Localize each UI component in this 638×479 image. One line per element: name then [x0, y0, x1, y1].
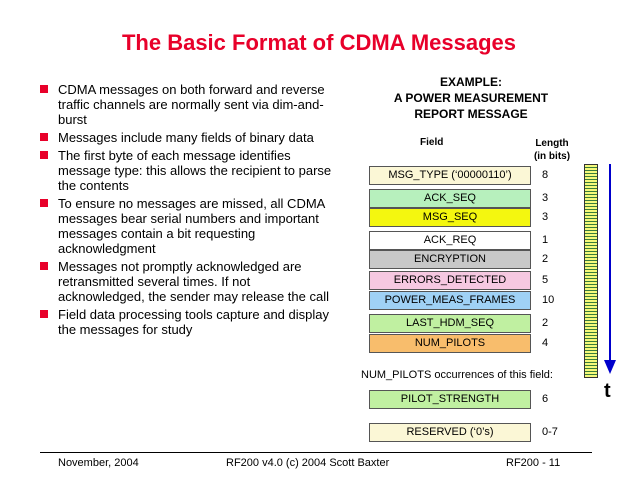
slide-title: The Basic Format of CDMA Messages — [121, 30, 517, 55]
time-label: t — [604, 380, 611, 402]
bullet-square-icon — [40, 262, 48, 270]
field-box: ENCRYPTION — [369, 250, 531, 269]
bullet-text: Messages not promptly acknowledged are retransmitted several times. If not acknowledged, the sender may release the call — [58, 259, 329, 304]
footer-page-number: RF200 - 11 — [506, 457, 561, 469]
arrow-head — [604, 360, 616, 374]
field-box: ACK_REQ — [369, 231, 531, 250]
bullet-text: CDMA messages on both forward and reverse traffic channels are normally sent via dim-and-burst — [58, 82, 325, 127]
field-box: LAST_HDM_SEQ — [369, 314, 531, 333]
bullet-square-icon — [40, 151, 48, 159]
field-box: POWER_MEAS_FRAMES — [369, 291, 531, 310]
bullet-item — [40, 259, 340, 304]
bullet-square-icon — [40, 85, 48, 93]
field-box: NUM_PILOTS — [369, 334, 531, 353]
field-column-header: Field — [420, 137, 444, 148]
field-length: 0-7 — [542, 426, 558, 438]
bullet-text: The first byte of each message identifies message type: this allows the recipient to parse the contents — [58, 148, 332, 193]
bit-stream-bar — [584, 164, 598, 378]
bullet-text: Field data processing tools capture and display the messages for study — [58, 307, 329, 337]
bullet-square-icon — [40, 199, 48, 207]
field-box: PILOT_STRENGTH — [369, 390, 531, 409]
field-box: MSG_SEQ — [369, 208, 531, 227]
field-length: 3 — [542, 192, 549, 204]
bullet-square-icon — [40, 133, 48, 141]
length-column-header — [526, 137, 578, 163]
field-length: 10 — [542, 294, 555, 306]
bullet-list — [40, 82, 340, 340]
bullet-item — [40, 130, 340, 145]
field-length: 4 — [542, 337, 549, 349]
footer-divider — [40, 452, 592, 453]
field-box: ERRORS_DETECTED — [369, 271, 531, 290]
length-header-line: (in bits) — [533, 151, 571, 162]
time-arrow-icon — [600, 160, 620, 380]
footer-copyright: RF200 v4.0 (c) 2004 Scott Baxter — [226, 457, 390, 469]
bullet-text: To ensure no messages are missed, all CDMA messages bear serial numbers and important messages contain a bit requesting acknowledgment — [58, 196, 325, 256]
field-length: 5 — [542, 274, 549, 286]
repeat-note: NUM_PILOTS occurrences of this field: — [361, 369, 553, 381]
field-box: MSG_TYPE (‘00000110’) — [369, 166, 531, 185]
field-length: 1 — [542, 234, 549, 246]
field-length: 3 — [542, 211, 549, 223]
example-heading-line: EXAMPLE: — [439, 75, 502, 89]
bullet-text: Messages include many fields of binary data — [58, 130, 314, 145]
field-length: 2 — [542, 317, 549, 329]
bullet-item — [40, 82, 340, 127]
example-heading — [368, 74, 574, 122]
bullet-item — [40, 196, 340, 256]
example-heading-line: A POWER MEASUREMENT — [393, 91, 549, 105]
field-box: ACK_SEQ — [369, 189, 531, 208]
field-box: RESERVED (‘0’s) — [369, 423, 531, 442]
bullet-item — [40, 148, 340, 193]
bullet-square-icon — [40, 310, 48, 318]
field-length: 8 — [542, 169, 549, 181]
footer-date: November, 2004 — [58, 457, 139, 469]
bullet-item — [40, 307, 340, 337]
example-heading-line: REPORT MESSAGE — [414, 107, 528, 121]
field-length: 6 — [542, 393, 549, 405]
field-length: 2 — [542, 253, 549, 265]
length-header-line: Length — [535, 138, 569, 149]
